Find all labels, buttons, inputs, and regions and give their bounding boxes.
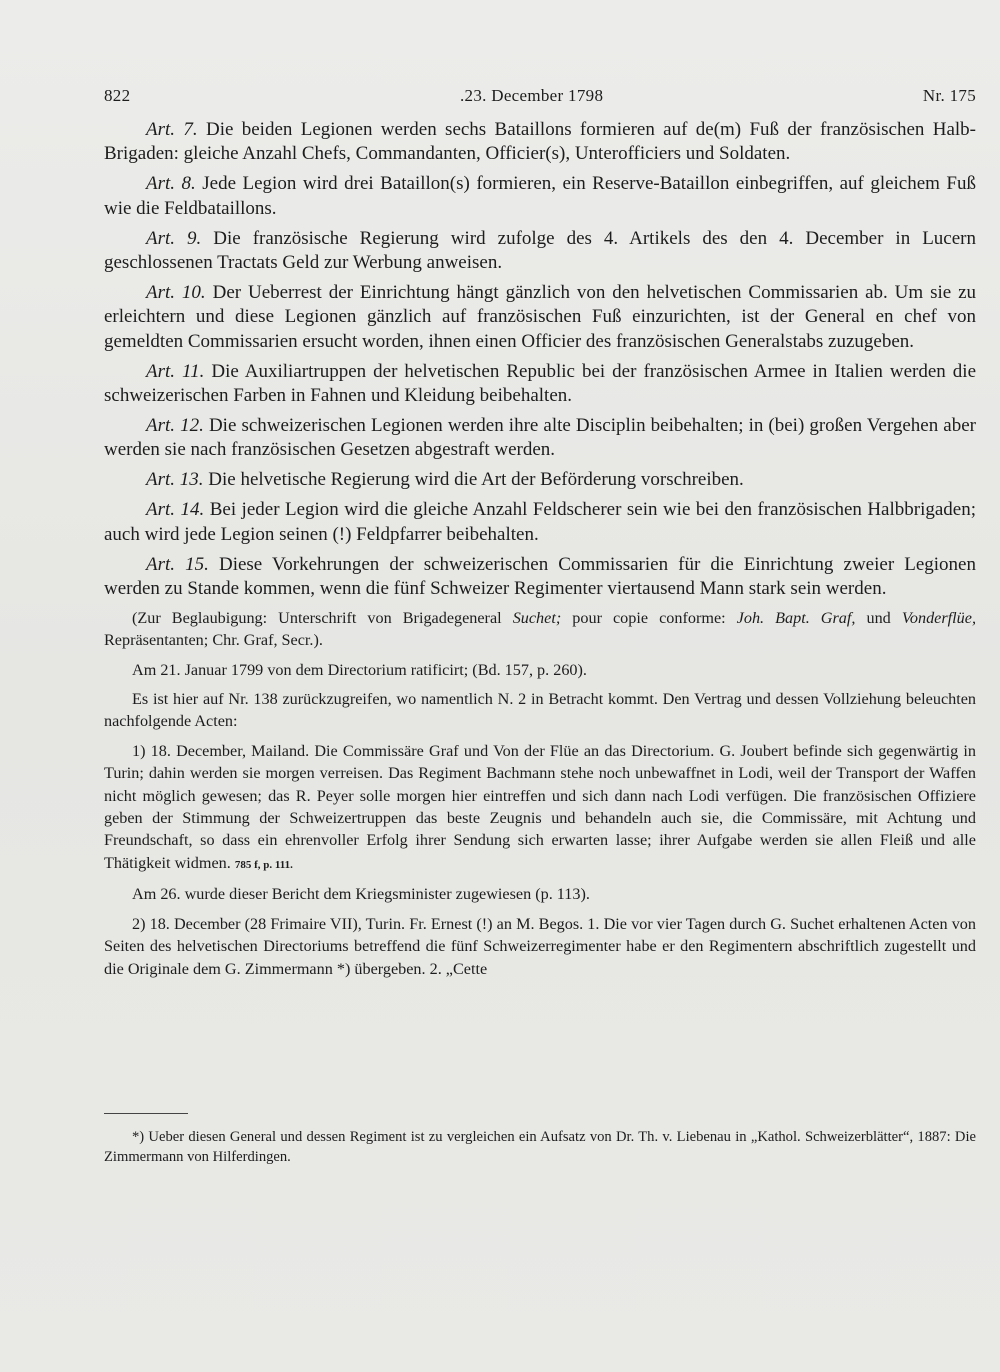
article-12 (104, 414, 976, 463)
ratification-note: Am 21. Januar 1799 von dem Directorium ratificirt; (Bd. 157, p. 260). (132, 660, 587, 679)
article-text: Der Ueberrest der Einrichtung hängt gänzlich von den helvetischen Commissarien ab. Um sie zu erleichtern und diese Legionen gänzlich auf französischen Fuß einzurichten, ist der General en chef von gemeldten Commissarien ersucht worden, ihnen einen Officier des französischen Generalstabs zuzugeben. (104, 281, 977, 352)
article-number: Art. 15. (146, 553, 209, 575)
article-text: Jede Legion wird drei Bataillon(s) formieren, ein Reserve-Bataillon einbegriffen, auf gleichem Fuß wie die Feldbataillons. (104, 173, 977, 219)
header-date: .23. December 1798 (460, 86, 604, 105)
representative-name: Joh. Bapt. Graf, (736, 608, 856, 627)
article-number: Art. 13. (146, 469, 204, 491)
article-14 (104, 498, 976, 547)
article-number: Art. 7. (146, 119, 198, 140)
article-text: Bei jeder Legion wird die gleiche Anzahl Feldscherer sein wie bei den französischen Halbbrigaden; auch wird jede Legion seinen (!) Feldpfarrer beibehalten. (104, 499, 977, 545)
article-9 (104, 227, 976, 276)
representative-name: Vonderflüe, (901, 608, 976, 627)
article-11 (104, 360, 976, 409)
article-8 (104, 172, 976, 221)
signatory-name: Suchet; (512, 608, 562, 627)
document-number: Nr. 175 (922, 86, 976, 105)
article-number: Art. 10. (146, 281, 206, 303)
certification-text: Repräsentanten; Chr. Graf, Secr.). (104, 631, 323, 650)
item-1-note: Am 26. wurde dieser Bericht dem Kriegsminister zugewiesen (p. 113). (132, 885, 590, 904)
article-text: Die beiden Legionen werden sechs Bataillons formieren auf de(m) Fuß der französischen Halb-Brigaden: gleiche Anzahl Chefs, Commandanten, Officier(s), Unterofficiers und Soldaten. (104, 119, 977, 165)
article-number: Art. 14. (146, 499, 205, 521)
article-text: Die französische Regierung wird zufolge des 4. Artikels des den 4. December in Lucern geschlossenen Tractats Geld zur Werbung anweisen. (104, 227, 976, 274)
footnote: *) Ueber diesen General und dessen Regiment ist zu vergleichen ein Aufsatz von Dr. Th. v. Liebenau in „Kathol. Schweizerblätter“, 1887: Die Zimmermann von Hilferdingen. (104, 1129, 976, 1165)
document-item-1 (104, 740, 976, 876)
running-head (104, 86, 976, 114)
page-number: 822 (104, 86, 131, 105)
archive-reference: 785 f, p. 111. (234, 858, 293, 871)
article-number: Art. 12. (146, 414, 204, 436)
article-7 (104, 118, 976, 167)
article-text: Die Auxiliartruppen der helvetischen Republic bei der französischen Armee in Italien werden die schweizerischen Farben in Fahnen und Kleidung beibehalten. (104, 360, 976, 407)
certification-note (104, 607, 976, 652)
article-10 (104, 281, 976, 354)
article-15 (104, 553, 976, 602)
main-text (104, 118, 976, 987)
document-item-2: 2) 18. December (28 Frimaire VII), Turin. Fr. Ernest (!) an M. Begos. 1. Die vor vier Tagen durch G. Suchet erhaltenen Acten von Seiten des helvetischen Directoriums betreffend die fünf Schweizerregimenter habe er den Regimentern abschriftlich zugestellt und die Originale dem G. Zimmermann *) übergeben. 2. „Cette (104, 914, 976, 978)
reference-note: Es ist hier auf Nr. 138 zurückzugreifen, wo namentlich N. 2 in Betracht kommt. Den Vertrag und dessen Vollziehung beleuchten nachfolgende Acten: (104, 690, 976, 731)
article-number: Art. 9. (146, 227, 202, 249)
certification-text: pour copie conforme: (561, 608, 737, 627)
article-text: Diese Vorkehrungen der schweizerischen Commissarien für die Einrichtung zweier Legionen werden zu Stande kommen, wenn die fünf Schweizer Regimenter viertausend Mann stark sein werden. (104, 553, 976, 599)
footnote-divider (104, 1113, 188, 1114)
article-text: Die helvetische Regierung wird die Art der Beförderung vorschreiben. (208, 469, 744, 491)
article-text: Die schweizerischen Legionen werden ihre alte Disciplin beibehalten; in (bei) großen Vergehen aber werden sie nach französischen Gesetzen abgestraft werden. (104, 414, 977, 461)
certification-text: (Zur Beglaubigung: Unterschrift von Brigadegeneral (132, 608, 513, 627)
article-number: Art. 11. (146, 360, 205, 382)
article-13 (104, 468, 976, 492)
certification-text: und (855, 608, 902, 627)
article-number: Art. 8. (146, 173, 196, 195)
item-text: 1) 18. December, Mailand. Die Commissäre Graf und Von der Flüe an das Directorium. G. Joubert befinde sich gegenwärtig in Turin; dahin werden sie morgen verreisen. Das Regiment Bachmann stehe noch unbewaffnet in Lodi, weil der Transport der Waffen nicht möglich gewesen; das R. Peyer solle morgen hier eintreffen und sich dann nach Lodi verfügen. Die französischen Offiziere geben der Stimmung der Schweizertruppen das beste Zeugnis und behandeln auch sie, die Commissäre, mit Achtung und Freundschaft, so dass ein ehrenvoller Erfolg ihrer Sendung sich erwarten lasse; ihrer Aufgabe werden sie allen Fleiß und alle Thätigkeit widmen. (104, 741, 976, 872)
